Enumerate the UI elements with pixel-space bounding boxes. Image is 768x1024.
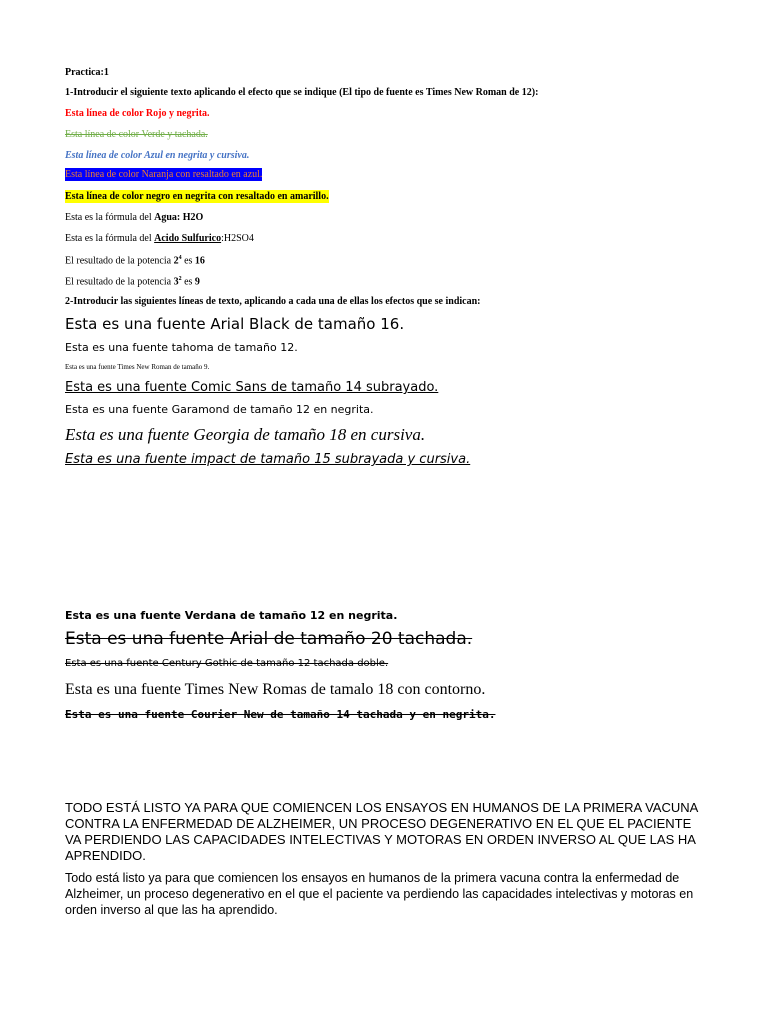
power1-exponent: 4 (178, 255, 182, 261)
times18-outline-line: Esta es una fuente Times New Romas de tamalo 18 con contorno. (65, 681, 486, 698)
power1-base: 2 (173, 255, 179, 267)
garamond-line: Esta es una fuente Garamond de tamaño 12 en negrita. (65, 403, 374, 416)
orange-highlight-line (65, 170, 262, 180)
water-prefix: Esta es la fórmula del (65, 212, 155, 223)
yellow-highlight-line (65, 192, 329, 202)
alzheimer-uppercase-paragraph: TODO ESTÁ LISTO YA PARA QUE COMIENCEN LOS ENSAYOS EN HUMANOS DE LA PRIMERA VACUNA CONTRA LA ENFERMEDAD DE ALZHEIMER, UN PROCESO DEGENERATIVO EN EL QUE EL PACIENTE VA PERDIENDO LAS CAPACIDADES INTELECTIVAS Y MOTORAS EN ORDEN INVERSO AL QUE LAS HA APRENDIDO. (65, 800, 698, 863)
arial-black-line: Esta es una fuente Arial Black de tamaño 16. (65, 315, 405, 333)
tahoma-line: Esta es una fuente tahoma de tamaño 12. (65, 341, 298, 354)
power1-mid: es (181, 255, 195, 267)
sulfuric-prefix: Esta es la fórmula del (65, 233, 155, 244)
yellow-highlight-text: Esta línea de color negro en negrita con resaltado en amarillo. (65, 191, 329, 202)
sulfuric-formula-line (65, 234, 254, 244)
practice-title: Practica:1 (65, 67, 109, 78)
instruction-1: 1-Introducir el siguiente texto aplicando el efecto que se indique (El tipo de fuente es Times New Roman de 12): (65, 87, 539, 98)
georgia-italic-line: Esta es una fuente Georgia de tamaño 18 en cursiva. (65, 425, 426, 444)
instruction-2: 2-Introducir las siguientes líneas de texto, aplicando a cada una de ellas los efectos que se indican: (65, 296, 481, 307)
times9-line: Esta es una fuente Times New Roman de tamaño 9. (65, 363, 210, 371)
red-bold-line: Esta línea de color Rojo y negrita. (65, 108, 210, 119)
water-formula: Agua: H2O (154, 212, 204, 223)
blue-bold-italic-line: Esta línea de color Azul en negrita y cursiva. (65, 150, 250, 161)
power2-result: 9 (194, 276, 200, 288)
water-formula-line (65, 213, 203, 223)
power2-base: 3 (173, 276, 179, 288)
power1-prefix: El resultado de la potencia (65, 255, 174, 267)
power2-exponent: 2 (178, 276, 182, 282)
arial20-strike-line: Esta es una fuente Arial de tamaño 20 tachada. (65, 629, 473, 649)
power2-prefix: El resultado de la potencia (65, 276, 174, 288)
power-line-1 (65, 255, 205, 266)
power2-mid: es (181, 276, 195, 288)
sulfuric-name: Acido Sulfurico (154, 233, 222, 244)
sulfuric-formula: :H2SO4 (221, 233, 254, 244)
courier-strike-bold-line: Esta es una fuente Courier New de tamaño 14 tachada y en negrita. (65, 708, 496, 721)
century-double-strike-line: Esta es una fuente Century Gothic de tamaño 12 tachada doble. (65, 658, 389, 669)
comic-underline-line: Esta es una fuente Comic Sans de tamaño 14 subrayado. (65, 380, 439, 395)
orange-highlight-text: Esta línea de color Naranja con resaltado en azul. (65, 169, 263, 180)
impact-line: Esta es una fuente impact de tamaño 15 subrayada y cursiva. (65, 452, 471, 467)
verdana-bold-line: Esta es una fuente Verdana de tamaño 12 en negrita. (65, 609, 398, 622)
alzheimer-normal-paragraph: Todo está listo ya para que comiencen los ensayos en humanos de la primera vacuna contra la enfermedad de Alzheimer, un proceso degenerativo en el que el paciente va perdiendo las capacidades intelectivas y motoras en orden inverso al que las ha aprendido. (65, 871, 694, 917)
power-line-2 (65, 276, 200, 287)
power1-result: 16 (194, 255, 205, 267)
green-strike-line: Esta línea de color Verde y tachada. (65, 129, 208, 140)
